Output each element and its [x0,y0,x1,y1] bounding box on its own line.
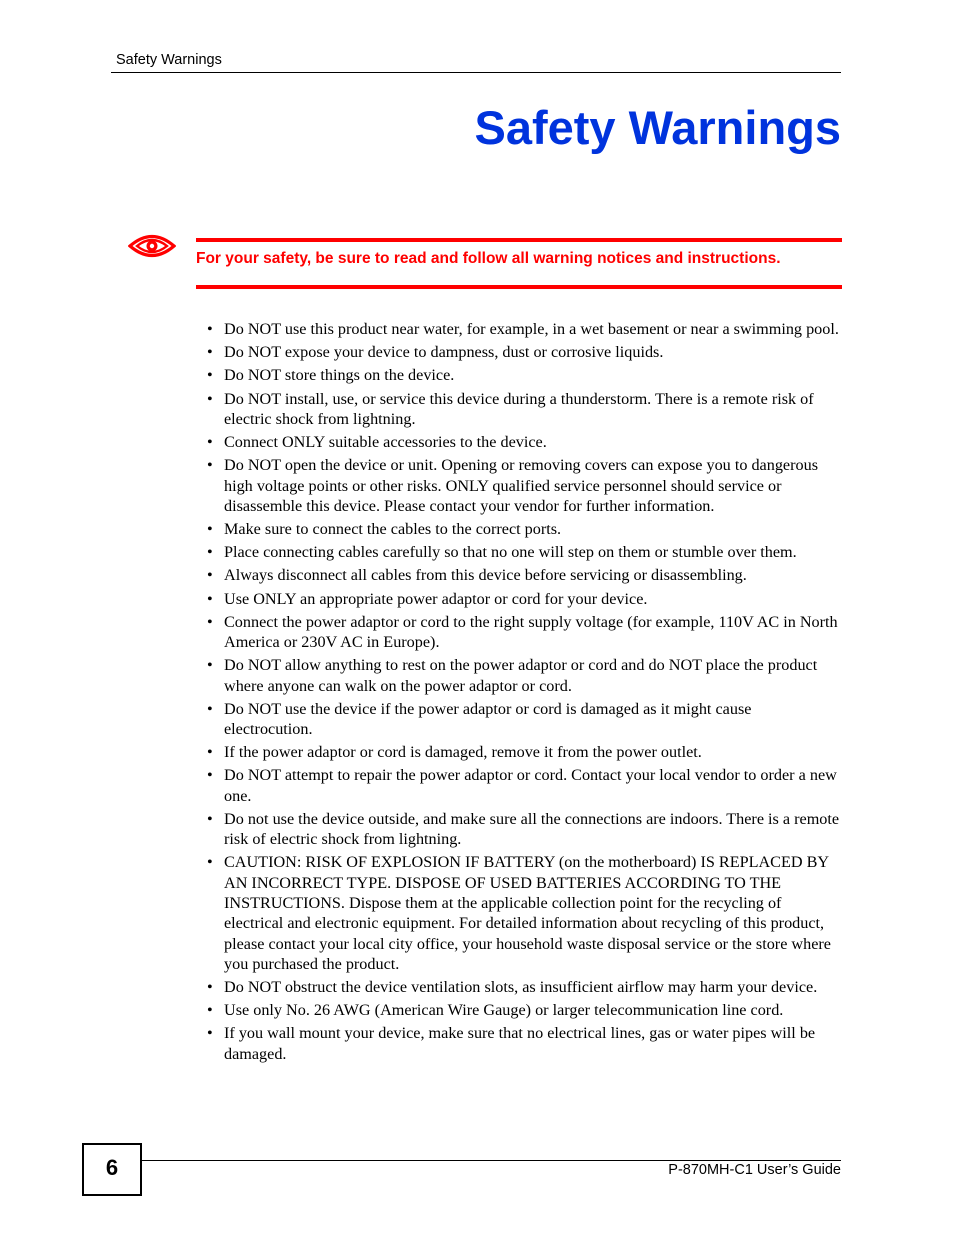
list-item: • CAUTION: RISK OF EXPLOSION IF BATTERY (on the motherboard) IS REPLACED BY AN INCORRECT TYPE. DISPOSE OF USED BATTERIES ACCORDING TO THE INSTRUCTIONS. Dispose them at the applicable collection point for the recycling of electrical and electronic equipment. For detailed information about recycling of this product, please contact your local city office, your household waste disposal service or the store where you purchased the product. [204,852,844,974]
list-item: • Do NOT obstruct the device ventilation slots, as insufficient airflow may harm your device. [204,977,844,997]
list-item: • Do NOT use the device if the power adaptor or cord is damaged as it might cause electrocution. [204,699,844,740]
list-item: • Do NOT install, use, or service this device during a thunderstorm. There is a remote risk of electric shock from lightning. [204,389,844,430]
running-header: Safety Warnings [116,52,222,68]
list-item: • Use only No. 26 AWG (American Wire Gauge) or larger telecommunication line cord. [204,1000,844,1020]
page-number: 6 [105,1155,119,1180]
list-item: • Do NOT expose your device to dampness, dust or corrosive liquids. [204,342,844,362]
list-item: • If the power adaptor or cord is damaged, remove it from the power outlet. [204,742,844,762]
warning-notice: For your safety, be sure to read and follow all warning notices and instructions. [196,250,781,267]
page-number-box [82,1143,142,1196]
list-item: • Connect ONLY suitable accessories to the device. [204,432,844,452]
list-item: • Do NOT open the device or unit. Opening or removing covers can expose you to dangerous high voltage points or other risks. ONLY qualified service personnel should service or disassemble this device. Please contact your vendor for further information. [204,455,844,516]
list-item: • Do NOT allow anything to rest on the power adaptor or cord and do NOT place the product where anyone can walk on the power adaptor or cord. [204,655,844,696]
footer-guide-title: P-870MH-C1 User’s Guide [668,1162,841,1178]
warning-rule-bottom [196,285,842,289]
list-item: • Do not use the device outside, and make sure all the connections are indoors. There is a remote risk of electric shock from lightning. [204,809,844,850]
list-item: • Make sure to connect the cables to the correct ports. [204,519,844,539]
list-item: • If you wall mount your device, make sure that no electrical lines, gas or water pipes will be damaged. [204,1023,844,1064]
list-item: • Connect the power adaptor or cord to the right supply voltage (for example, 110V AC in North America or 230V AC in Europe). [204,612,844,653]
eye-warning-icon [128,231,176,261]
list-item: • Use ONLY an appropriate power adaptor or cord for your device. [204,589,844,609]
page-title: Safety Warnings [474,101,841,154]
list-item: • Place connecting cables carefully so that no one will step on them or stumble over them. [204,542,844,562]
list-item: • Do NOT attempt to repair the power adaptor or cord. Contact your local vendor to order a new one. [204,765,844,806]
list-item: • Do NOT store things on the device. [204,365,844,385]
safety-warning-list [204,319,844,1067]
header-divider [111,72,841,73]
warning-rule-top [196,238,842,242]
list-item: • Do NOT use this product near water, for example, in a wet basement or near a swimming pool. [204,319,844,339]
list-item: • Always disconnect all cables from this device before servicing or disassembling. [204,565,844,585]
footer-divider [140,1160,841,1161]
